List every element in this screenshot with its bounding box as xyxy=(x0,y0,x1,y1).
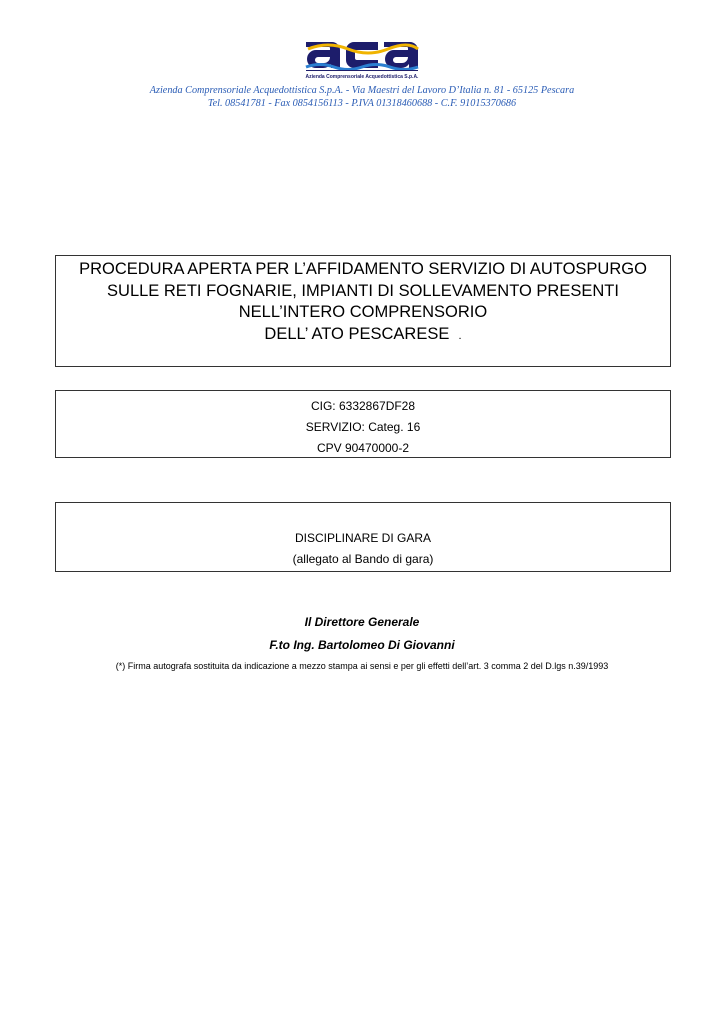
title-box xyxy=(55,255,671,367)
company-address-line: Azienda Comprensoriale Acquedottistica S.p.A. - Via Maestri del Lavoro D’Italia n. 81 - 65125 Pescara xyxy=(149,85,575,96)
title-line-3: NELL’INTERO COMPRENSORIO xyxy=(238,303,488,321)
title-line-4-text: DELL’ ATO PESCARESE xyxy=(264,324,450,343)
disciplinare-subtitle: (allegato al Bando di gara) xyxy=(292,552,434,566)
disciplinare-box xyxy=(55,502,671,572)
signature-name: F.to Ing. Bartolomeo Di Giovanni xyxy=(269,638,455,652)
title-line-4 xyxy=(56,324,670,348)
title-trailing-dot: . xyxy=(458,329,462,342)
cig-code: CIG: 6332867DF28 xyxy=(310,399,416,413)
servizio-category: SERVIZIO: Categ. 16 xyxy=(305,420,421,434)
signature-footnote: (*) Firma autografa sostituita da indicazione a mezzo stampa ai sensi e per gli effetti dell’art. 3 comma 2 del D.lgs n.39/1993 xyxy=(115,661,609,671)
cpv-code: CPV 90470000-2 xyxy=(316,441,410,455)
logo-subtitle: Azienda Comprensoriale Acquedottistica S.p.A. xyxy=(305,74,419,80)
title-line-1: PROCEDURA APERTA PER L’AFFIDAMENTO SERVIZIO DI AUTOSPURGO xyxy=(79,260,647,278)
title-line-2: SULLE RETI FOGNARIE, IMPIANTI DI SOLLEVAMENTO PRESENTI xyxy=(107,281,619,300)
codes-box xyxy=(55,390,671,458)
company-contact-line: Tel. 08541781 - Fax 0854156113 - P.IVA 01318460688 - C.F. 91015370686 xyxy=(207,98,517,109)
disciplinare-title: DISCIPLINARE DI GARA xyxy=(294,531,432,545)
signature-role: Il Direttore Generale xyxy=(304,615,420,629)
